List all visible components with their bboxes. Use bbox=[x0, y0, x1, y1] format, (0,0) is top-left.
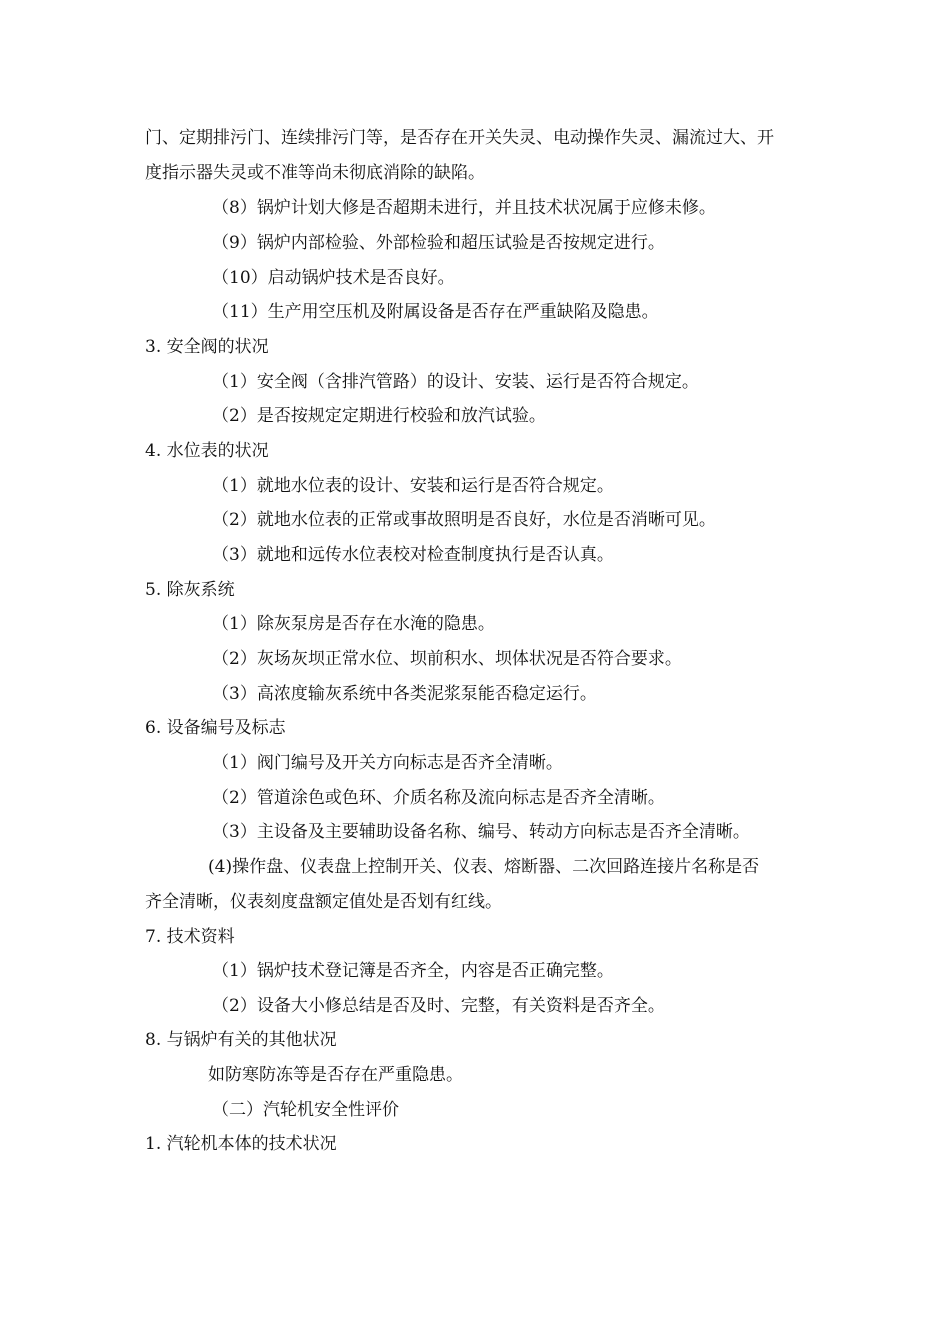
list-item: （3）就地和远传水位表校对检查制度执行是否认真。 bbox=[212, 545, 614, 565]
list-item: （2）就地水位表的正常或事故照明是否良好，水位是否消晰可见。 bbox=[212, 510, 716, 530]
list-item: （3）高浓度输灰系统中各类泥浆泵能否稳定运行。 bbox=[212, 684, 597, 704]
section-heading: 5. 除灰系统 bbox=[145, 580, 235, 600]
list-item: （8）锅炉计划大修是否超期未进行，并且技术状况属于应修未修。 bbox=[212, 198, 716, 218]
section-heading: 1. 汽轮机本体的技术状况 bbox=[145, 1134, 337, 1154]
list-item: (4)操作盘、仪表盘上控制开关、仪表、熔断器、二次回路连接片名称是否 bbox=[208, 857, 760, 877]
subsection-heading: （二）汽轮机安全性评价 bbox=[212, 1100, 399, 1120]
section-heading: 3. 安全阀的状况 bbox=[145, 337, 269, 357]
list-item: （1）除灰泵房是否存在水淹的隐患。 bbox=[212, 614, 495, 634]
list-item: （1）就地水位表的设计、安装和运行是否符合规定。 bbox=[212, 476, 614, 496]
paragraph-line: 如防寒防冻等是否存在严重隐患。 bbox=[208, 1065, 463, 1085]
paragraph-line: 齐全清晰，仪表刻度盘额定值处是否划有红线。 bbox=[145, 892, 502, 912]
section-heading: 6. 设备编号及标志 bbox=[145, 718, 286, 738]
list-item: （9）锅炉内部检验、外部检验和超压试验是否按规定进行。 bbox=[212, 233, 665, 253]
list-item: （1）锅炉技术登记簿是否齐全，内容是否正确完整。 bbox=[212, 961, 614, 981]
list-item: （2）灰场灰坝正常水位、坝前积水、坝体状况是否符合要求。 bbox=[212, 649, 682, 669]
list-item: （2）是否按规定定期进行校验和放汽试验。 bbox=[212, 406, 546, 426]
list-item: （11）生产用空压机及附属设备是否存在严重缺陷及隐患。 bbox=[212, 302, 659, 322]
list-item: （3）主设备及主要辅助设备名称、编号、转动方向标志是否齐全清晰。 bbox=[212, 822, 750, 842]
list-item: （1）安全阀（含排汽管路）的设计、安装、运行是否符合规定。 bbox=[212, 372, 699, 392]
section-heading: 8. 与锅炉有关的其他状况 bbox=[145, 1030, 337, 1050]
list-item: （2）设备大小修总结是否及时、完整，有关资料是否齐全。 bbox=[212, 996, 665, 1016]
list-item: （10）启动锅炉技术是否良好。 bbox=[212, 268, 455, 288]
section-heading: 4. 水位表的状况 bbox=[145, 441, 269, 461]
paragraph-line: 门、定期排污门、连续排污门等，是否存在开关失灵、电动操作失灵、漏流过大、开 bbox=[145, 128, 774, 148]
section-heading: 7. 技术资料 bbox=[145, 927, 235, 947]
list-item: （2）管道涂色或色环、介质名称及流向标志是否齐全清晰。 bbox=[212, 788, 665, 808]
paragraph-line: 度指示器失灵或不准等尚未彻底消除的缺陷。 bbox=[145, 163, 485, 183]
list-item: （1）阀门编号及开关方向标志是否齐全清晰。 bbox=[212, 753, 563, 773]
